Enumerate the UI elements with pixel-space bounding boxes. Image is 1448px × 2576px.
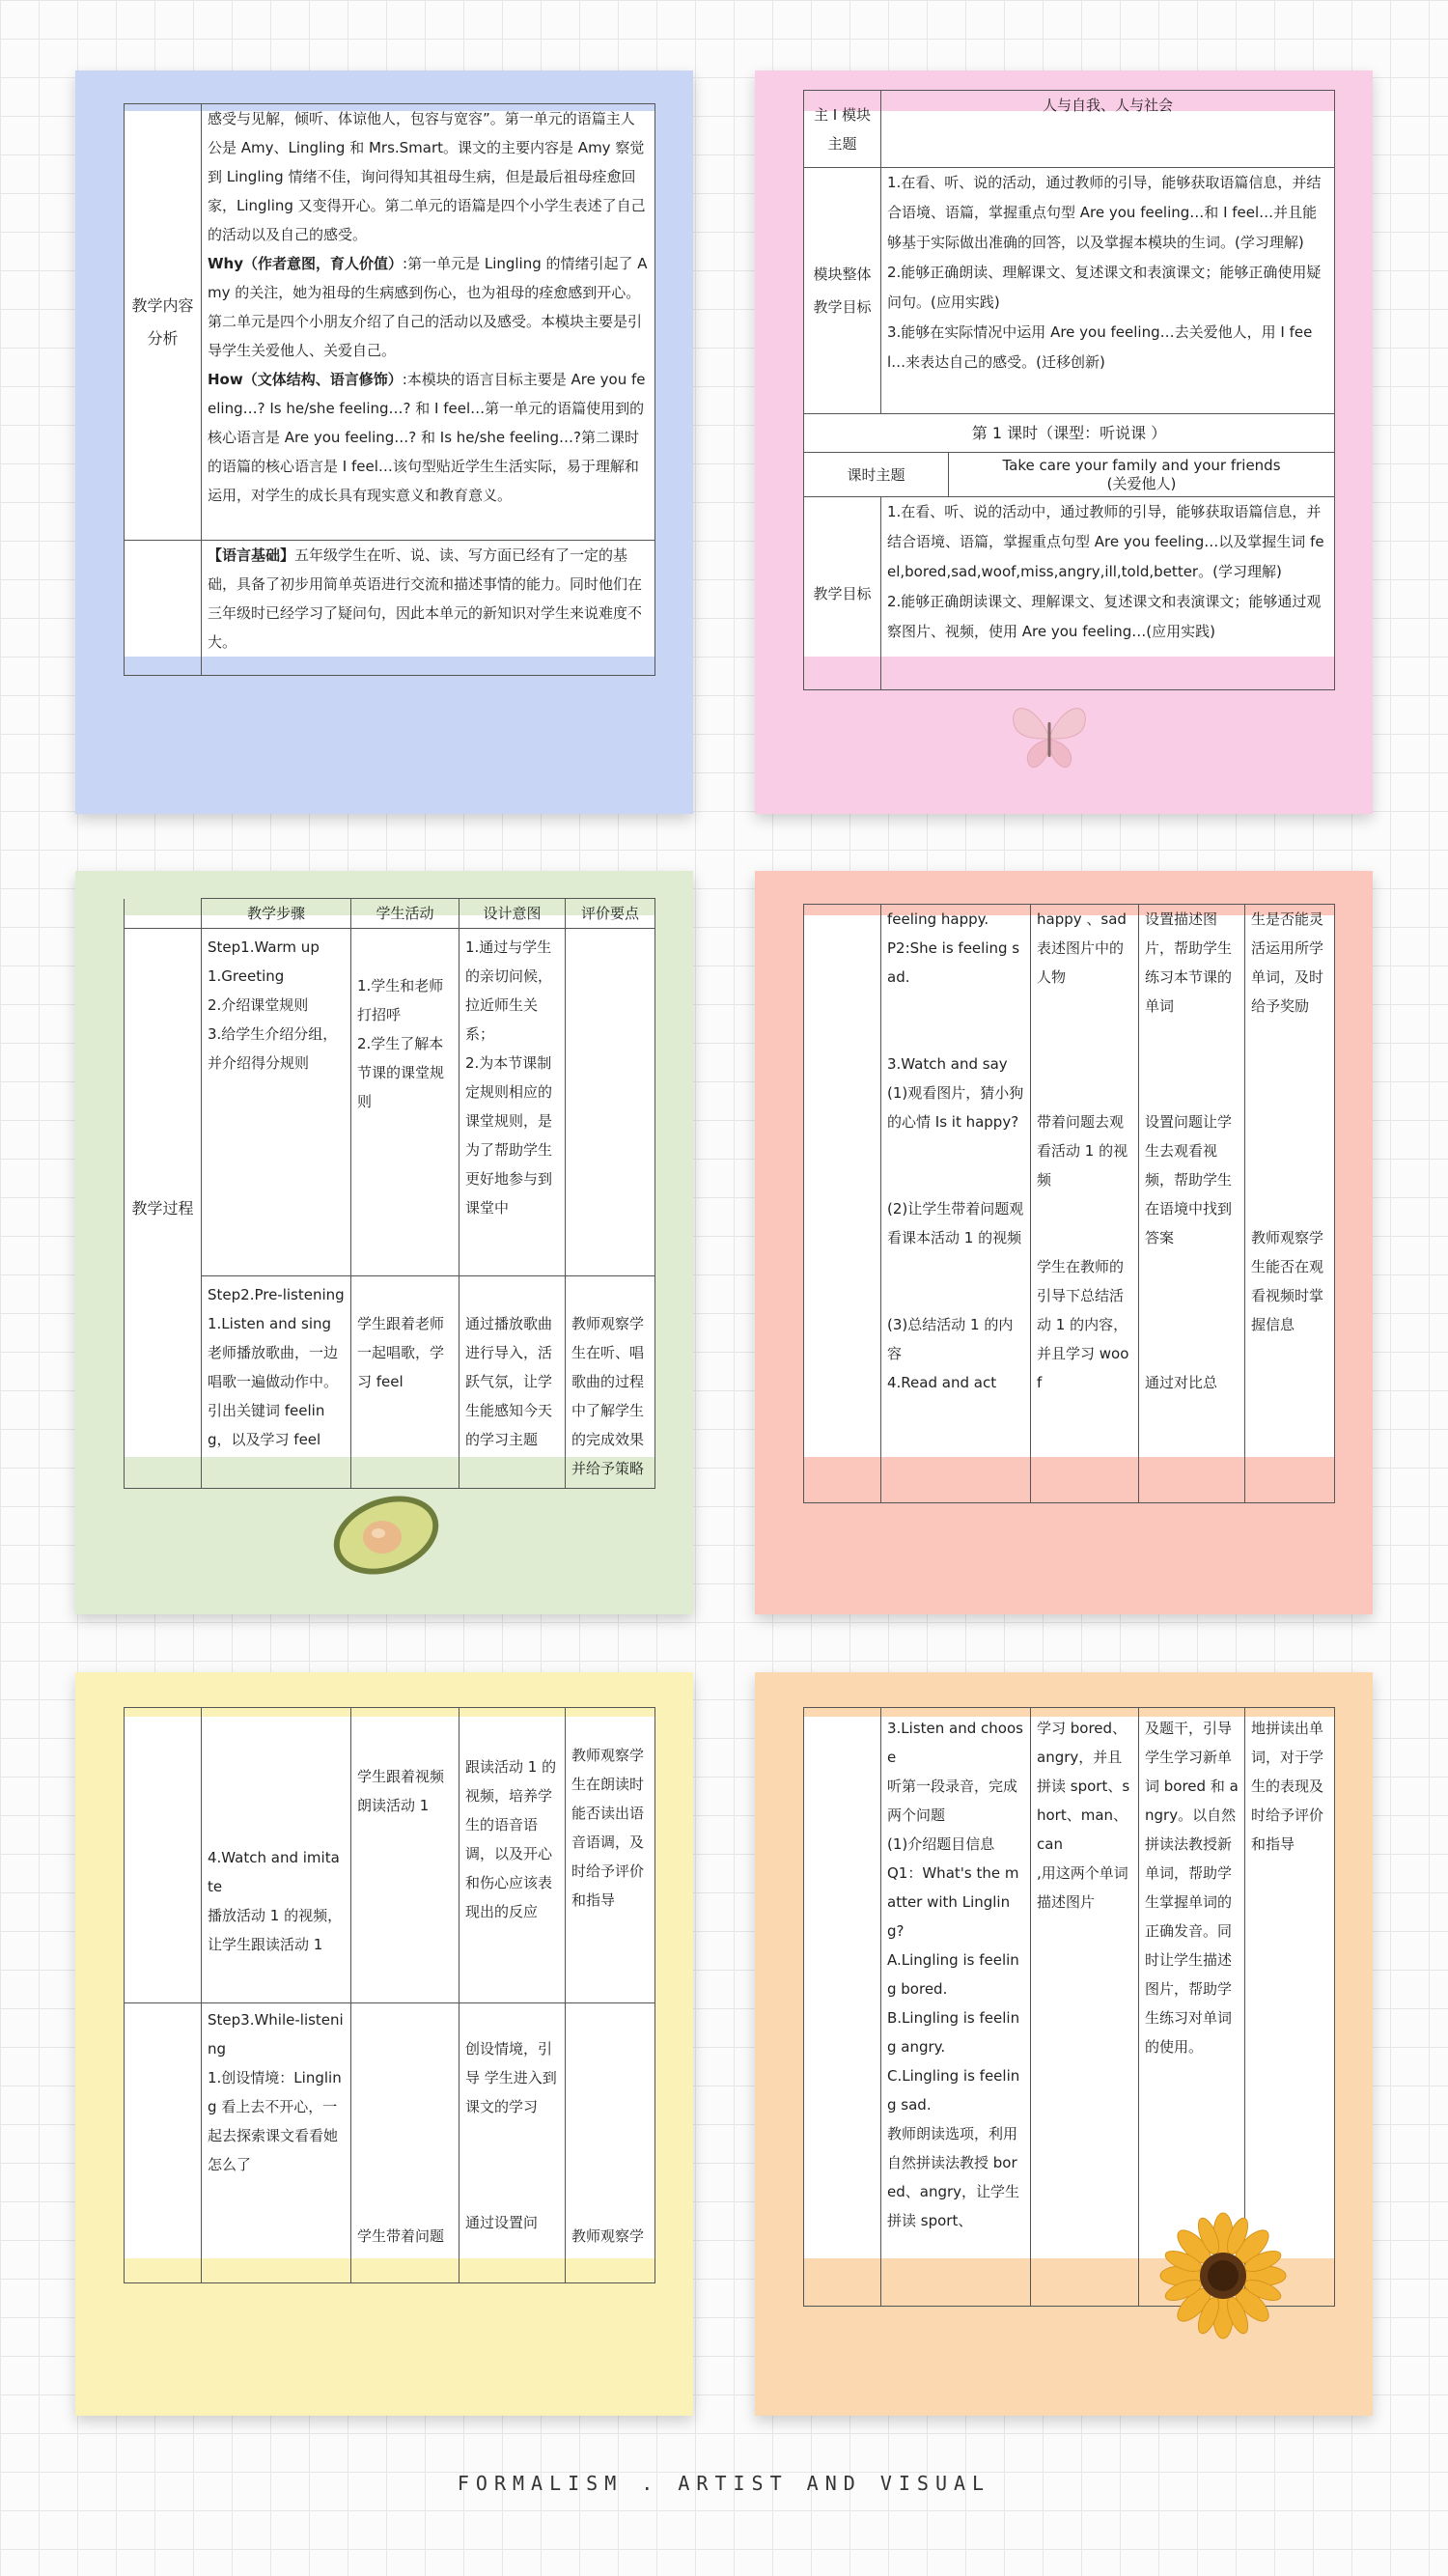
sunflower-icon [1160, 2213, 1286, 2338]
situation-eval-cell: 教师观察学 [566, 2003, 655, 2283]
evaluation-cell: 生是否能灵活运用所学单词，及时给予奖励 教师观察学生能否在观看视频时掌握信息 [1245, 905, 1335, 1503]
document-card-process-4 [803, 1717, 1334, 2258]
empty-cell [804, 905, 881, 1503]
module-goal-label: 模块整体教学目标 [804, 168, 881, 414]
how-paragraph [208, 365, 649, 510]
document-card-content-analysis [124, 111, 654, 657]
photo-frame-green [75, 871, 693, 1614]
design-intent-cell: 设置描述图片，帮助学生练习本节课的单词 设置问题让学生去观看视频，帮助学生在语境中找到答案 通过对比总 [1139, 905, 1245, 1503]
how-label: How（文体结构、语言修饰） [208, 371, 403, 388]
step2-eval-cell: 教师观察学生在听、唱歌曲的过程中了解学生的完成效果并给予策略 [566, 1276, 655, 1489]
empty-cell [804, 1708, 881, 2307]
empty-cell [125, 1708, 202, 2003]
empty-cell [125, 541, 202, 676]
lesson-topic-label: 课时主题 [804, 453, 949, 497]
language-basis-text: 五年级学生在听、说、读、写方面已经有了一定的基础，具备了初步用简单英语进行交流和描述事情的能力。同时他们在三年级时已经学习了疑问句，因此本单元的新知识对学生来说难度不大。 [208, 546, 643, 651]
header-student-activity: 学生活动 [351, 899, 459, 929]
photo-frame-orange [755, 1672, 1373, 2416]
student-follow-cell: 学生跟着视频朗读活动 1 [351, 1708, 459, 2003]
avocado-icon [328, 1487, 444, 1580]
empty-cell [125, 899, 202, 929]
step2-student-cell: 学生跟着老师一起唱歌，学习 feel [351, 1276, 459, 1489]
phonics-eval-cell: 地拼读出单词，对于学生的表现及时给予评价和指导 [1245, 1708, 1335, 2307]
lesson-objective-text: 1.在看、听、说的活动中，通过教师的引导，能够获取语篇信息，并结合语境、语篇，掌握重点句型 Are you feeling…以及掌握生词 feel,bored,sad,woof,miss,angry,ill,told,better。(学习理解) 2.能够正确朗读课文、理解课文、复述课文和表演课文；能够通过观察图片、视频，使用 Are you feeling…(应用实践) [881, 497, 1335, 690]
document-card-process-1 [124, 905, 654, 1477]
situation-intent-cell: 创设情境，引导 学生进入到课文的学习 通过设置问 [459, 2003, 566, 2283]
document-card-process-3 [124, 1717, 654, 2258]
module-theme-label: 主 I 模块主题 [804, 91, 881, 168]
header-evaluation: 评价要点 [566, 899, 655, 929]
lesson-objective-label: 教学目标 [804, 497, 881, 690]
header-design-intent: 设计意图 [459, 899, 566, 929]
student-question-cell: 学生带着问题 [351, 2003, 459, 2283]
content-analysis-table [124, 103, 655, 676]
step2-cell: Step2.Pre-listening 1.Listen and sing 老师播放歌曲，一边唱歌一遍做动作中。引出关键词 feeling，以及学习 feel [202, 1276, 351, 1489]
photo-frame-yellow [75, 1672, 693, 2416]
teaching-process-table-continued [803, 904, 1335, 1503]
photo-frame-blue [75, 70, 693, 814]
lesson-topic-cell [949, 453, 1335, 497]
step1-eval-cell [566, 929, 655, 1276]
student-activity-cell: happy 、sad 表述图片中的人物 带着问题去观看活动 1 的视频 学生在教师的引导下总结活动 1 的内容，并且学习 woof [1031, 905, 1139, 1503]
step1-cell: Step1.Warm up 1.Greeting 2.介绍课堂规则 3.给学生介绍分组，并介绍得分规则 [202, 929, 351, 1276]
activity-steps-cell: feeling happy. P2:She is feeling sad. 3.Watch and say (1)观看图片，猜小狗的心情 Is it happy? (2)让学生带着问题观看课本活动 1 的视频 (3)总结活动 1 的内容 4.Read and act [881, 905, 1031, 1503]
header-steps: 教学步骤 [202, 899, 351, 929]
teaching-process-table [124, 898, 655, 1489]
step1-student-cell: 1.学生和老师打招呼 2.学生了解本节课的课堂规则 [351, 929, 459, 1276]
document-card-process-2 [803, 910, 1334, 1457]
footer-caption: FORMALISM . ARTIST AND VISUAL [457, 2472, 991, 2495]
teaching-process-table-continued-2 [124, 1707, 655, 2283]
lesson-header: 第 1 课时（课型：听说课 ） [804, 414, 1335, 453]
why-label: Why（作者意图，育人价值） [208, 255, 404, 272]
lesson-topic-value: Take care your family and your friends [1002, 456, 1281, 474]
why-paragraph [208, 249, 649, 365]
step1-intent-cell: 1.通过与学生的亲切问候，拉近师生关系； 2.为本节课制定规则相应的课堂规则，是为了帮助学生更好地参与到课堂中 [459, 929, 566, 1276]
language-basis-label: 【语言基础】 [208, 546, 295, 564]
empty-cell [125, 2003, 202, 2283]
lesson-topic-sub: (关爱他人) [1106, 474, 1177, 492]
why-text: :第一单元是 Lingling 的情绪引起了 Amy 的关注，她为祖母的生病感到伤心，也为祖母的痊愈感到开心。第二单元是四个小朋友介绍了自己的活动以及感受。本模块主要是引导学生关爱他人、关爱自己。 [208, 255, 648, 359]
follow-eval-cell: 教师观察学生在朗读时能否读出语音语调，及时给予评价和指导 [566, 1708, 655, 2003]
module-theme-value: 人与自我、人与社会 [881, 91, 1335, 168]
language-basis-cell [202, 541, 655, 676]
teaching-goals-table [803, 90, 1335, 690]
listen-choose-cell: 3.Listen and choose 听第一段录音，完成两个问题 (1)介绍题目信息 Q1：What's the matter with Lingling? A.Lingling is feeling bored. B.Lingling is feeling angry. C.Lingling is feeling sad. 教师朗读选项，利用自然拼读法教授 bored、angry，让学生拼读 sport、 [881, 1708, 1031, 2307]
step2-intent-cell: 通过播放歌曲进行导入，活跃气氛，让学生能感知今天的学习主题 [459, 1276, 566, 1489]
module-goal-text: 1.在看、听、说的活动，通过教师的引导，能够获取语篇信息，并结合语境、语篇，掌握重点句型 Are you feeling…和 I feel…并且能够基于实际做出准确的回答，以及掌握本模块的生词。(学习理解) 2.能够正确朗读、理解课文、复述课文和表演课文；能够正确使用疑问句。(应用实践) 3.能够在实际情况中运用 Are you feeling…去关爱他人，用 I feel…来表达自己的感受。(迁移创新) [881, 168, 1335, 414]
phonics-intent-cell: 及题干，引导学生学习新单词 bored 和 angry。以自然拼读法教授新单词，帮助学生掌握单词的正确发音。同时让学生描述图片，帮助学生练习对单词的使用。 [1139, 1708, 1245, 2307]
butterfly-icon [1006, 693, 1093, 780]
photo-frame-pink [755, 70, 1373, 814]
photo-frame-peach [755, 871, 1373, 1614]
analysis-intro: 感受与见解，倾听、体谅他人，包容与宽容”。第一单元的语篇主人公是 Amy、Lingling 和 Mrs.Smart。课文的主要内容是 Amy 察觉到 Lingling 情绪不佳，询问得知其祖母生病，但是最后祖母痊愈回家，Lingling 又变得开心。第二单元的语篇是四个小学生表述了自己的活动以及自己的感受。 [208, 110, 646, 243]
document-card-teaching-goals [803, 97, 1334, 657]
analysis-cell [202, 104, 655, 541]
while-listening-cell: Step3.While-listening 1.创设情境：Lingling 看上去不开心，一起去探索课文看看她怎么了 [202, 2003, 351, 2283]
section-label: 教学内容分析 [125, 104, 202, 541]
section-label: 教学过程 [125, 929, 202, 1489]
student-learn-cell: 学习 bored、angry，并且拼读 sport、short、man、can ,用这两个单词描述图片 [1031, 1708, 1139, 2307]
how-text: :本模块的语言目标主要是 Are you feeling…? Is he/she feeling…? 和 I feel…第一单元的语篇使用到的核心语言是 Are you feeling…? 和 Is he/she feeling…?第二课时的语篇的核心语言是 I feel…该句型贴近学生生活实际，易于理解和运用，对学生的成长具有现实意义和教育意义。 [208, 371, 646, 504]
follow-intent-cell: 跟读活动 1 的视频，培养学生的语音语调，以及开心和伤心应该表现出的反应 [459, 1708, 566, 2003]
watch-imitate-cell: 4.Watch and imitate 播放活动 1 的视频，让学生跟读活动 1 [202, 1708, 351, 2003]
